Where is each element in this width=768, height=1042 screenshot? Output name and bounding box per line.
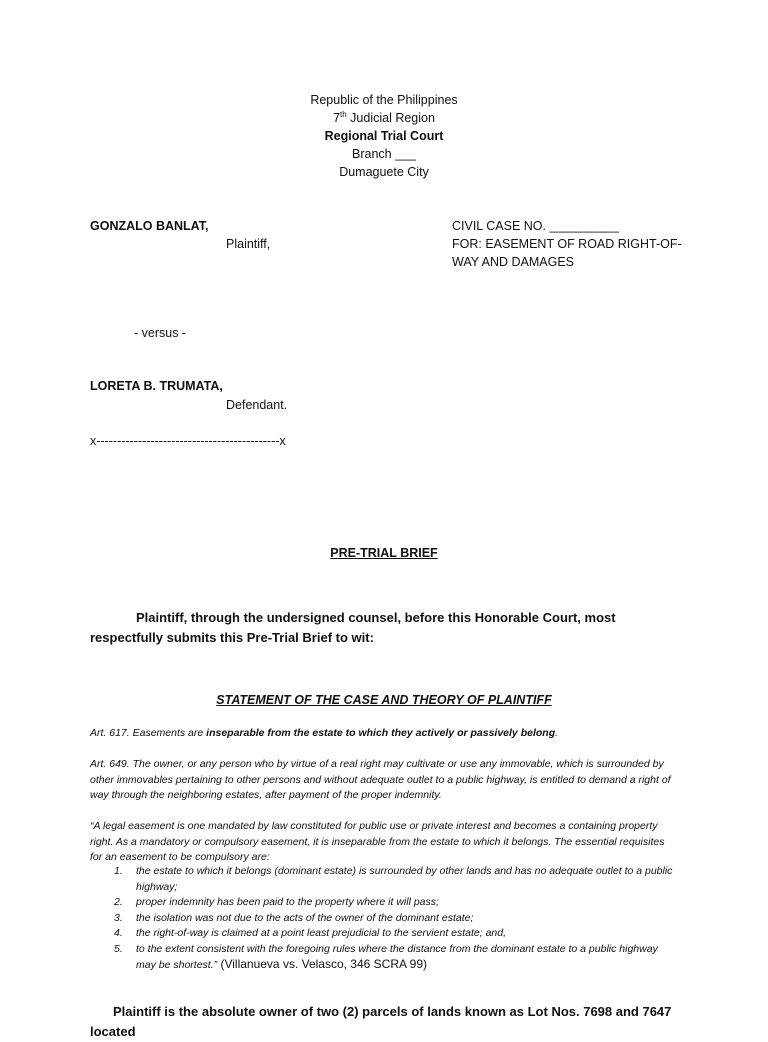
- document-title: PRE-TRIAL BRIEF: [330, 546, 438, 560]
- intro-paragraph: Plaintiff, through the undersigned counsel, before this Honorable Court, most respectfully submits this Pre-Trial Brief to wit:: [90, 610, 616, 645]
- header-branch: Branch ___: [352, 147, 416, 161]
- case-nature-line1: FOR: EASEMENT OF ROAD RIGHT-OF-: [452, 237, 682, 251]
- defendant-role: Defendant.: [226, 398, 288, 412]
- list-item: 2. proper indemnity has been paid to the property where it will pass;: [114, 896, 439, 908]
- court-header: [0, 91, 768, 181]
- case-nature-line2: WAY AND DAMAGES: [452, 255, 575, 269]
- list-item: 1. the estate to which it belongs (dominant estate) is surrounded by other lands and has no adequate outlet to a public highway;: [114, 865, 673, 893]
- ownership-paragraph: Plaintiff is the absolute owner of two (2) parcels of lands known as Lot Nos. 7698 and 7647 located: [90, 1004, 672, 1039]
- case-citation: (Villanueva vs. Velasco, 346 SCRA 99): [217, 957, 428, 971]
- quote-intro: “A legal easement is one mandated by law constituted for public use or private interest and becomes a containing property right. As a mandatory or compulsory easement, it is inseparable from the estate to which it belongs. The essential requisites for an easement to be compulsory are:: [90, 820, 665, 863]
- versus-label: - versus -: [134, 326, 187, 340]
- section-heading: STATEMENT OF THE CASE AND THEORY OF PLAINTIFF: [216, 693, 552, 707]
- list-item: 4. the right-of-way is claimed at a point least prejudicial to the servient estate; and,: [114, 927, 507, 939]
- civil-case-number: CIVIL CASE NO. __________: [452, 219, 619, 233]
- article-617: Art. 617. Easements are inseparable from the estate to which they actively or passively belong.: [90, 727, 559, 739]
- header-court: Regional Trial Court: [324, 129, 444, 143]
- list-item: 3. the isolation was not due to the acts of the owner of the dominant estate;: [114, 911, 474, 924]
- requisites-list: [90, 864, 675, 974]
- caption-separator: x--------------------------------------------x: [90, 434, 286, 448]
- header-judicial-region: 7th Judicial Region: [333, 109, 435, 125]
- list-item: 5. to the extent consistent with the foregoing rules where the distance from the dominant estate to a public highway may be shortest.” (Villanueva vs. Velasco, 346 SCRA 99): [114, 942, 658, 971]
- plaintiff-role: Plaintiff,: [226, 237, 271, 251]
- header-republic: Republic of the Philippines: [310, 93, 458, 107]
- plaintiff-name: GONZALO BANLAT,: [90, 219, 209, 233]
- article-649: Art. 649. The owner, or any person who by virtue of a real right may cultivate or use any immovable, which is surrounded by other immovables pertaining to other persons and without adequate outlet to a public highway, is entitled to demand a right of way through the neighboring estates, after payment of the proper indemnity.: [90, 758, 671, 801]
- defendant-name: LORETA B. TRUMATA,: [90, 379, 223, 393]
- header-city: Dumaguete City: [339, 165, 429, 179]
